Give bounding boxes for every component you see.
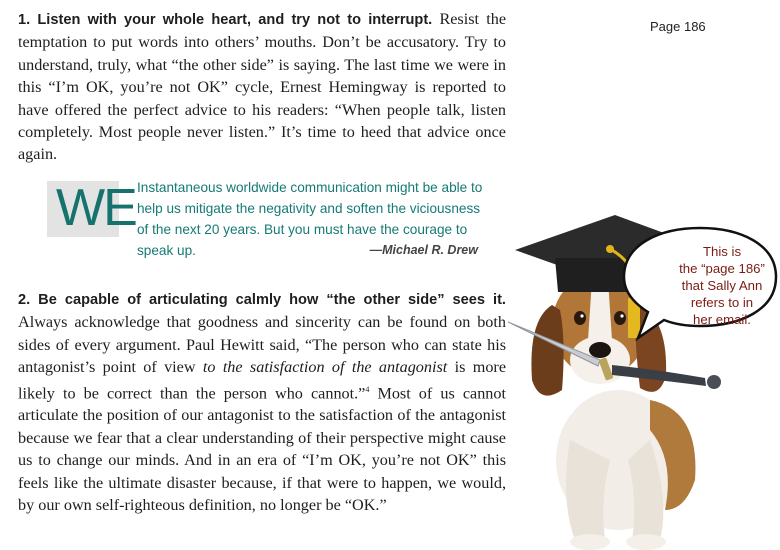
section-1-paragraph [18, 8, 506, 166]
bubble-line-4: refers to in [690, 295, 754, 310]
bubble-line-3: that Sally Ann [681, 278, 763, 293]
speech-bubble-text [660, 243, 780, 328]
section-1-heading: 1. Listen with your whole heart, and try not to interrupt. [18, 12, 433, 28]
pull-quote-author: —Michael R. Drew [369, 243, 478, 257]
pull-quote-initials: WE [56, 179, 136, 237]
footnote-marker: 4 [365, 384, 370, 394]
section-2-heading: 2. Be capable of articulating calmly how “the other side” sees it. [18, 292, 506, 308]
section-2-body-b: is more likely to be correct than the person who cannot.” [18, 358, 507, 403]
bubble-line-5: her email. [693, 312, 751, 327]
section-2-emphasis: to the satisfaction of the antagonist [202, 358, 448, 377]
section-1-body: Resist the temptation to put words into others’ mouths. Don’t be accusatory. Try to understand, truly, what “the other side” is saying. The last time we were in this “I’m OK, you’re not OK” cycle, Ernest Hemingway is reported to have offered the perfect advice to his readers: “When people talk, listen completely. Most people never listen.” It’s time to heed that advice once again. [18, 10, 507, 164]
section-2-body-c: Most of us cannot articulate the position of our antagonist to the satisfaction of the antagonist because we fear that a clear understanding of their perspective might cause us to change our minds. And in an era of “I’m OK, you’re not OK” this feels like the ultimate disaster because, if that were to happen, we would, by our own self-righteous definition, no longer be “OK.” [18, 384, 506, 515]
section-2-body-a: Always acknowledge that goodness and sincerity can be found on both sides of every argument. Paul Hewitt said, “The person who can state his antagonist’s point of view [18, 313, 506, 377]
section-2-paragraph [18, 288, 506, 516]
pull-quote-text: Instantaneous worldwide communication might be able to help us mitigate the negativity and soften the viciousness of the next 20 years. But you must have the courage to speak up. [137, 180, 483, 258]
bubble-line-1: This is [702, 244, 742, 259]
bubble-line-2: the “page 186” [679, 261, 765, 276]
page-number-label: Page 186 [650, 19, 706, 34]
